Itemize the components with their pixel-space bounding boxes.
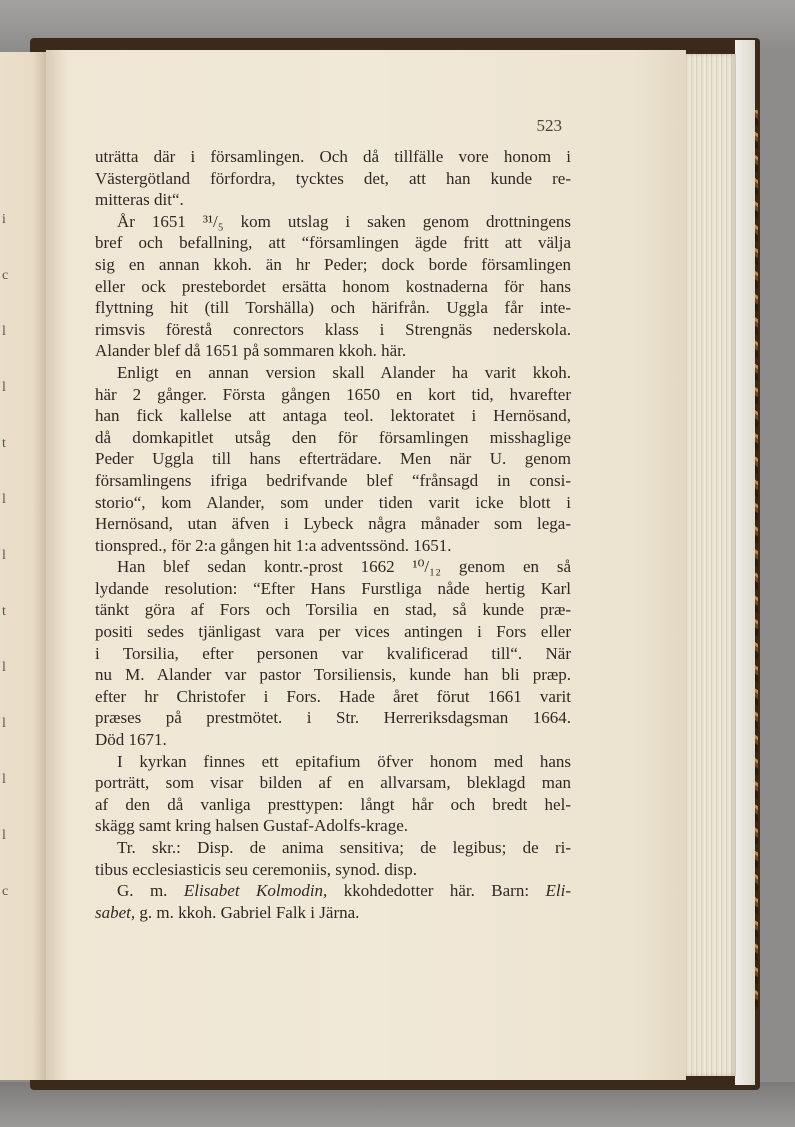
text-line: efter hr Christofer i Fors. Hade året förut 1661 varit — [95, 686, 571, 706]
text-line: præses på prestmötet. i Str. Herreriksdagsman 1664. — [95, 708, 571, 728]
left-edge-char: c — [2, 884, 9, 899]
text-line: Hernösand, utan äfven i Lybeck några månader som lega- — [95, 514, 571, 534]
left-edge-char: l — [2, 828, 6, 843]
left-edge-char: l — [2, 660, 6, 675]
body-text — [95, 146, 571, 923]
cover-board-edge — [735, 40, 755, 1085]
page-stack-edge — [684, 54, 736, 1076]
text-line: Västergötland förfordra, tycktes det, att han kunde re- — [95, 168, 571, 188]
text-line: tibus ecclesiasticis seu ceremoniis, synod. disp. — [95, 859, 417, 879]
text-line: af den då vanliga presttypen: långt hår och bredt hel- — [95, 794, 571, 814]
text-line: eller ock prestebordet ersätta honom kostnaderna för hans — [95, 276, 571, 296]
text-line: Han blef sedan kontr.-prost 1662 ¹⁰/₁₂ genom en så — [117, 557, 571, 577]
italic-name: sabet, — [95, 902, 136, 922]
text-line: bref och befallning, att “församlingen ägde fritt att välja — [95, 233, 571, 253]
left-edge-char: i — [2, 212, 6, 227]
text-line: Alander blef då 1651 på sommaren kkoh. här. — [95, 341, 407, 361]
text-line: Tr. skr.: Disp. de anima sensitiva; de legibus; de ri- — [117, 838, 571, 857]
page-number: 523 — [536, 116, 562, 135]
text-line-family — [95, 880, 571, 902]
text-segment: G. m. — [117, 881, 184, 901]
text-line: tänkt göra af Fors och Torsilia en stad, så kunde præ- — [95, 600, 571, 620]
text-segment: kkohdedotter här. Barn: — [327, 881, 546, 901]
text-line: flyttning hit (till Torshälla) och härifrån. Uggla får inte- — [95, 298, 571, 318]
text-segment: g. m. kkoh. Gabriel Falk i Järna. — [135, 902, 360, 922]
italic-name: Eli- — [545, 881, 571, 901]
left-edge-char: l — [2, 380, 6, 395]
text-line-children — [95, 902, 571, 924]
left-edge-char: t — [2, 436, 6, 451]
text-line: skägg samt kring halsen Gustaf-Adolfs-krage. — [95, 816, 409, 836]
text-line: År 1651 ³¹/₅ kom utslag i saken genom drottningens — [117, 211, 571, 231]
left-page-edge — [0, 52, 46, 1080]
left-edge-char: l — [2, 716, 6, 731]
left-edge-char: l — [2, 548, 6, 563]
text-line: I kyrkan finnes ett epitafium öfver honom med hans — [117, 751, 571, 771]
left-edge-char: t — [2, 604, 6, 619]
text-line: Enligt en annan version skall Alander ha varit kkoh. — [117, 362, 571, 382]
text-line: uträtta där i församlingen. Och då tillfälle vore honom i — [95, 147, 571, 166]
left-edge-char: c — [2, 268, 9, 283]
text-line: porträtt, som visar bilden af en allvarsam, bleklagd man — [95, 773, 571, 793]
text-line: Peder Uggla till hans efterträdare. Men när U. genom — [95, 449, 571, 469]
text-line: han fick kallelse att antaga teol. lektoratet i Hernösand, — [95, 406, 571, 426]
text-line: nu M. Alander var pastor Torsiliensis, kunde han bli præp. — [95, 665, 571, 685]
left-page-edge-characters — [2, 192, 12, 1052]
text-line: här 2 gånger. Första gången 1650 en kort tid, hvarefter — [95, 384, 571, 404]
left-edge-char: l — [2, 324, 6, 339]
text-line: församlingens ifriga bedrifvande blef “frånsagd in consi- — [95, 470, 571, 490]
text-line: sig en annan kkoh. än hr Peder; dock borde församlingen — [95, 254, 571, 274]
text-line: mitteras dit“. — [95, 190, 184, 210]
text-line: tionspred., för 2:a gången hit 1:a adventssönd. 1651. — [95, 535, 452, 555]
left-edge-char: l — [2, 772, 6, 787]
left-edge-char: l — [2, 492, 6, 507]
text-line: Död 1671. — [95, 730, 167, 750]
text-line: lydande resolution: “Efter Hans Furstliga nåde hertig Karl — [95, 578, 571, 598]
text-line: då domkapitlet utsåg den för församlingen misshaglige — [95, 427, 571, 447]
text-line: i Torsilia, efter personen var kvalificerad till“. När — [95, 643, 571, 663]
text-line: storio“, kom Alander, som under tiden varit icke blott i — [95, 492, 571, 512]
text-line: positi sedes tjänligast vara per vices antingen i Fors eller — [95, 622, 571, 642]
text-line: rimsvis förestå conrectors klass i Strengnäs nederskola. — [95, 319, 571, 339]
italic-name: Elisabet Kolmodin, — [183, 881, 328, 901]
